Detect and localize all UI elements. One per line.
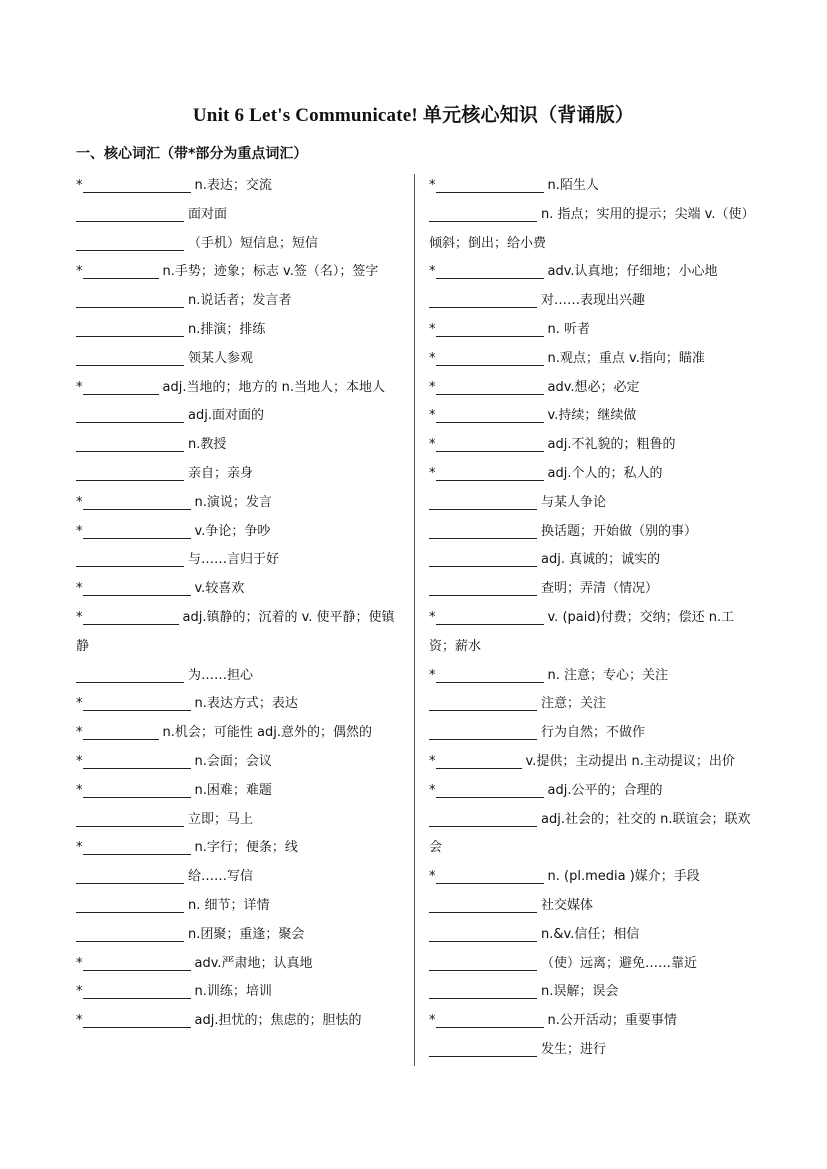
definition-text: n.观点；重点 v.指向；瞄准	[547, 350, 705, 366]
definition-text: 立即；马上	[188, 811, 254, 827]
answer-blank[interactable]	[83, 378, 159, 395]
definition-text: 发生；进行	[541, 1041, 607, 1057]
definition-text: 给……写信	[188, 869, 254, 885]
definition-text: v.争论；争吵	[194, 523, 271, 539]
key-word-star: *	[429, 379, 436, 395]
vocab-item	[429, 806, 755, 864]
key-word-star: *	[76, 955, 83, 971]
definition-text: n.手势；迹象；标志 v.签（名）；签字	[162, 264, 379, 280]
vocab-item	[429, 892, 755, 921]
definition-text: n.教授	[188, 437, 227, 453]
definition-text: n.机会；可能性 adj.意外的；偶然的	[162, 725, 372, 741]
definition-text: 社交媒体	[541, 897, 594, 913]
definition-text: 对……表现出兴趣	[541, 293, 646, 309]
definition-text: adv.严肃地；认真地	[194, 955, 313, 971]
answer-blank[interactable]	[83, 723, 159, 740]
definition-text: 行为自然；不做作	[541, 725, 646, 741]
key-word-star: *	[76, 523, 83, 539]
key-word-star: *	[429, 264, 436, 280]
vocab-item	[76, 201, 402, 230]
definition-text: n. 指点；实用的提示；尖端 v.（使）倾斜；倒出；给小费	[429, 206, 755, 251]
key-word-star: *	[429, 869, 436, 885]
vocab-item	[429, 201, 755, 259]
vocab-item	[429, 460, 755, 489]
definition-text: adj.社会的；社交的 n.联谊会；联欢会	[429, 811, 751, 856]
definition-text: 与某人争论	[541, 494, 607, 510]
answer-blank[interactable]	[429, 579, 537, 596]
answer-blank[interactable]	[83, 982, 191, 999]
key-word-star: *	[429, 753, 436, 769]
vocab-item	[76, 1007, 402, 1036]
definition-text: n.排演；排练	[188, 321, 266, 337]
answer-blank[interactable]	[429, 896, 537, 913]
key-word-star: *	[76, 264, 83, 280]
definition-text: n.说话者；发言者	[188, 293, 292, 309]
definition-text: 查明；弄清（情况）	[541, 581, 659, 597]
vocab-item	[76, 431, 402, 460]
answer-blank[interactable]	[436, 781, 544, 798]
definition-text: n.团聚；重逢；聚会	[188, 926, 305, 942]
answer-blank[interactable]	[83, 838, 191, 855]
vocab-item	[76, 892, 402, 921]
key-word-star: *	[76, 753, 83, 769]
answer-blank[interactable]	[83, 694, 191, 711]
vocab-item	[76, 287, 402, 316]
vocab-item	[76, 345, 402, 374]
definition-text: n.公开活动；重要事情	[547, 1013, 677, 1029]
vocab-column-right	[429, 172, 755, 1065]
vocab-item	[429, 316, 755, 345]
answer-blank[interactable]	[436, 176, 544, 193]
answer-blank[interactable]	[436, 752, 522, 769]
key-word-star: *	[429, 465, 436, 481]
key-word-star: *	[429, 178, 436, 193]
definition-text: n.表达方式；表达	[194, 696, 298, 712]
key-word-star: *	[76, 494, 83, 510]
definition-text: n.&v.信任；相信	[541, 926, 640, 942]
key-word-star: *	[76, 379, 83, 395]
answer-blank[interactable]	[76, 349, 184, 366]
answer-blank[interactable]	[429, 954, 537, 971]
vocab-item	[429, 489, 755, 518]
answer-blank[interactable]	[83, 522, 191, 539]
key-word-star: *	[76, 609, 83, 625]
answer-blank[interactable]	[83, 752, 191, 769]
answer-blank[interactable]	[83, 1011, 191, 1028]
vocab-item	[76, 402, 402, 431]
answer-blank[interactable]	[436, 378, 544, 395]
vocab-item	[76, 777, 402, 806]
definition-text: n. (pl.media )媒介；手段	[547, 869, 700, 885]
answer-blank[interactable]	[429, 205, 537, 222]
definition-text: n.表达；交流	[194, 178, 272, 193]
definition-text: adj.不礼貌的；粗鲁的	[547, 437, 676, 453]
answer-blank[interactable]	[436, 1011, 544, 1028]
vocab-item	[429, 258, 755, 287]
answer-blank[interactable]	[76, 810, 184, 827]
definition-text: n.演说；发言	[194, 494, 272, 510]
vocab-item	[76, 546, 402, 575]
definition-text: adj.镇静的；沉着的 v. 使平静；使镇静	[76, 609, 395, 654]
key-word-star: *	[76, 581, 83, 597]
vocab-item	[76, 719, 402, 748]
vocab-item	[76, 748, 402, 777]
key-word-star: *	[76, 696, 83, 712]
definition-text: adj.个人的；私人的	[547, 465, 663, 481]
answer-blank[interactable]	[83, 176, 191, 193]
key-word-star: *	[429, 667, 436, 683]
vocab-item	[76, 978, 402, 1007]
definition-text: adj.面对面的	[188, 408, 264, 424]
definition-text: n.会面；会议	[194, 753, 272, 769]
definition-text: n. 听者	[547, 321, 591, 337]
vocab-item	[429, 978, 755, 1007]
answer-blank[interactable]	[436, 666, 544, 683]
answer-blank[interactable]	[436, 262, 544, 279]
vocab-item	[429, 921, 755, 950]
answer-blank[interactable]	[76, 867, 184, 884]
vocab-item	[429, 777, 755, 806]
column-divider	[414, 174, 415, 1066]
vocab-item	[429, 662, 755, 691]
answer-blank[interactable]	[76, 464, 184, 481]
definition-text: v. (paid)付费；交纳；偿还 n.工资；薪水	[429, 609, 735, 654]
answer-blank[interactable]	[436, 320, 544, 337]
vocab-item	[76, 575, 402, 604]
answer-blank[interactable]	[436, 608, 544, 625]
answer-blank[interactable]	[83, 608, 179, 625]
vocab-column-left	[76, 172, 402, 1036]
answer-blank[interactable]	[83, 781, 191, 798]
definition-text: v.提供；主动提出 n.主动提议；出价	[525, 753, 735, 769]
answer-blank[interactable]	[429, 493, 537, 510]
vocab-item	[76, 662, 402, 691]
definition-text: adj.担忧的；焦虑的；胆怯的	[194, 1013, 362, 1029]
vocab-item	[76, 374, 402, 403]
vocab-item	[429, 345, 755, 374]
answer-blank[interactable]	[429, 810, 537, 827]
answer-blank[interactable]	[76, 234, 184, 251]
answer-blank[interactable]	[429, 291, 537, 308]
answer-blank[interactable]	[76, 291, 184, 308]
answer-blank[interactable]	[83, 579, 191, 596]
answer-blank[interactable]	[76, 666, 184, 683]
definition-text: n.误解；误会	[541, 984, 619, 1000]
key-word-star: *	[429, 1013, 436, 1029]
definition-text: 为……担心	[188, 667, 254, 683]
definition-text: adj. 真诚的；诚实的	[541, 552, 661, 568]
answer-blank[interactable]	[429, 723, 537, 740]
answer-blank[interactable]	[429, 1040, 537, 1057]
vocab-item	[429, 374, 755, 403]
vocab-item	[429, 604, 755, 662]
answer-blank[interactable]	[429, 982, 537, 999]
definition-text: n.训练；培训	[194, 984, 272, 1000]
vocab-item	[76, 489, 402, 518]
definition-text: 领某人参观	[188, 350, 254, 366]
vocab-item	[76, 230, 402, 259]
answer-blank[interactable]	[76, 320, 184, 337]
key-word-star: *	[76, 1013, 83, 1029]
key-word-star: *	[429, 408, 436, 424]
key-word-star: *	[429, 609, 436, 625]
vocab-item	[76, 834, 402, 863]
answer-blank[interactable]	[76, 435, 184, 452]
definition-text: adv.想必；必定	[547, 379, 640, 395]
answer-blank[interactable]	[83, 262, 159, 279]
vocab-item	[76, 806, 402, 835]
answer-blank[interactable]	[76, 896, 184, 913]
key-word-star: *	[429, 437, 436, 453]
answer-blank[interactable]	[436, 406, 544, 423]
answer-blank[interactable]	[429, 550, 537, 567]
definition-text: 面对面	[188, 206, 228, 222]
answer-blank[interactable]	[429, 925, 537, 942]
vocab-item	[429, 863, 755, 892]
definition-text: v.较喜欢	[194, 581, 245, 597]
vocab-item	[429, 950, 755, 979]
definition-text: n.字行；便条；线	[194, 840, 298, 856]
key-word-star: *	[76, 984, 83, 1000]
key-word-star: *	[429, 350, 436, 366]
vocab-item	[429, 748, 755, 777]
answer-blank[interactable]	[429, 694, 537, 711]
vocab-item	[429, 172, 755, 201]
vocab-item	[76, 258, 402, 287]
vocab-item	[429, 575, 755, 604]
key-word-star: *	[429, 321, 436, 337]
vocab-item	[429, 518, 755, 547]
definition-text: 注意；关注	[541, 696, 607, 712]
key-word-star: *	[76, 178, 83, 193]
answer-blank[interactable]	[76, 550, 184, 567]
key-word-star: *	[76, 840, 83, 856]
answer-blank[interactable]	[83, 954, 191, 971]
definition-text: 与……言归于好	[188, 552, 280, 568]
definition-text: （手机）短信息；短信	[188, 235, 319, 251]
vocab-item	[429, 431, 755, 460]
answer-blank[interactable]	[436, 464, 544, 481]
definition-text: 亲自；亲身	[188, 465, 254, 481]
page-title: Unit 6 Let's Communicate! 单元核心知识（背诵版）	[192, 105, 635, 126]
answer-blank[interactable]	[76, 406, 184, 423]
definition-text: （使）远离；避免……靠近	[541, 955, 698, 971]
definition-text: adj.当地的；地方的 n.当地人；本地人	[162, 379, 385, 395]
definition-text: v.持续；继续做	[547, 408, 637, 424]
definition-text: adv.认真地；仔细地；小心地	[547, 264, 718, 280]
vocab-item	[76, 863, 402, 892]
vocab-item	[429, 546, 755, 575]
vocab-item	[76, 316, 402, 345]
key-word-star: *	[429, 782, 436, 798]
vocab-item	[429, 719, 755, 748]
vocab-item	[76, 604, 402, 662]
vocab-item	[429, 402, 755, 431]
definition-text: n. 细节；详情	[188, 897, 270, 913]
vocab-item	[429, 287, 755, 316]
definition-text: n.陌生人	[547, 178, 599, 193]
definition-text: n. 注意；专心；关注	[547, 667, 669, 683]
vocab-item	[76, 950, 402, 979]
answer-blank[interactable]	[76, 925, 184, 942]
section-heading: 一、核心词汇（带*部分为重点词汇）	[76, 146, 308, 162]
key-word-star: *	[76, 725, 83, 741]
key-word-star: *	[76, 782, 83, 798]
definition-text: 换话题；开始做（别的事）	[541, 523, 698, 539]
vocab-item	[76, 690, 402, 719]
definition-text: n.困难；难题	[194, 782, 272, 798]
vocab-item	[76, 460, 402, 489]
vocab-item	[76, 921, 402, 950]
answer-blank[interactable]	[436, 349, 544, 366]
vocab-item	[76, 518, 402, 547]
answer-blank[interactable]	[436, 435, 544, 452]
answer-blank[interactable]	[436, 867, 544, 884]
answer-blank[interactable]	[429, 522, 537, 539]
definition-text: adj.公平的；合理的	[547, 782, 663, 798]
vocab-item	[429, 1036, 755, 1065]
vocab-item	[76, 172, 402, 201]
answer-blank[interactable]	[76, 205, 184, 222]
vocab-item	[429, 1007, 755, 1036]
answer-blank[interactable]	[83, 493, 191, 510]
vocab-item	[429, 690, 755, 719]
